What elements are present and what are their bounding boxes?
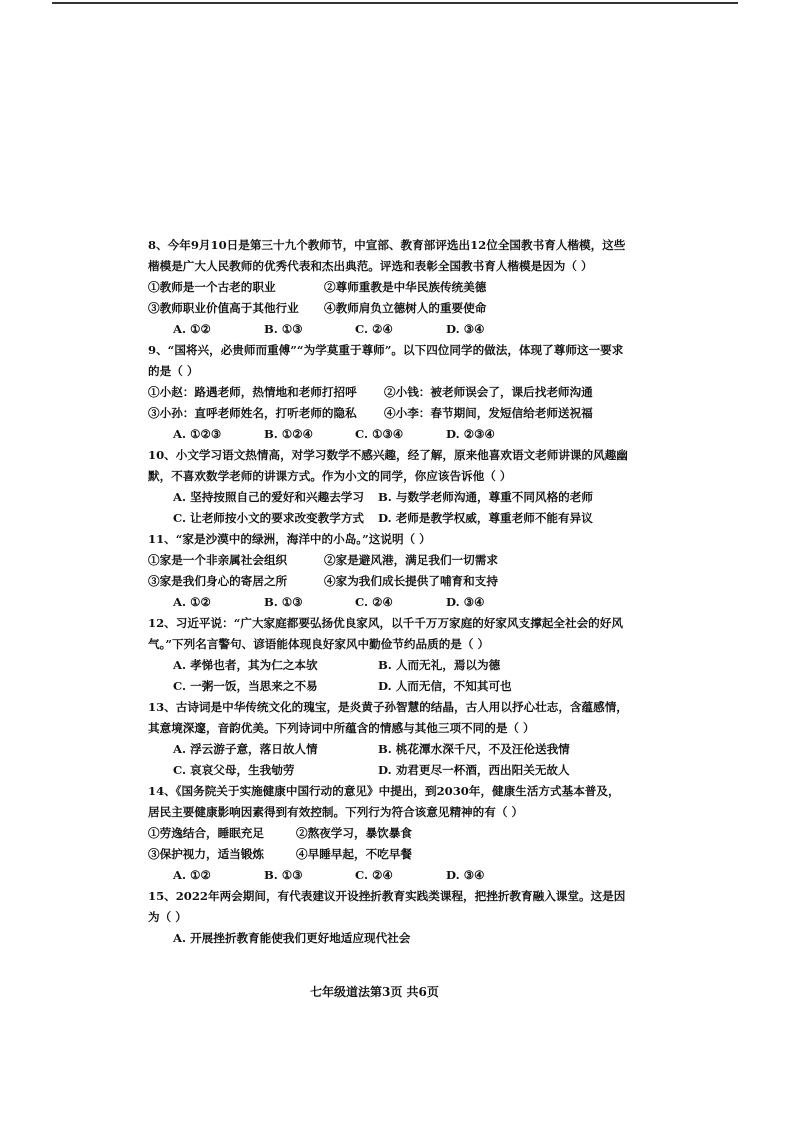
statement: ①劳逸结合，睡眠充足 bbox=[148, 826, 264, 840]
option-row bbox=[148, 487, 628, 508]
option-a: A. 坚持按照自己的爱好和兴趣去学习 bbox=[173, 490, 364, 504]
option-d: D. ③④ bbox=[446, 322, 485, 336]
option-a: A. ①② bbox=[173, 868, 211, 882]
option-c: C. 让老师按小文的要求改变教学方式 bbox=[173, 511, 365, 525]
option-a: A. ①② bbox=[173, 322, 211, 336]
option-b: B. ①③ bbox=[264, 595, 303, 609]
statement-row bbox=[148, 277, 628, 298]
statement: ③保护视力，适当锻炼 bbox=[148, 847, 264, 861]
statement-row bbox=[148, 823, 628, 844]
question-list bbox=[148, 235, 628, 949]
statement-row bbox=[148, 550, 628, 571]
question-stem: 12、习近平说：“广大家庭都要弘扬优良家风，以千千万万家庭的好家风支撑起全社会的好风气。”下列名言警句、谚语能体现良好家风中勤俭节约品质的是（ ） bbox=[148, 616, 623, 651]
option-row bbox=[148, 655, 628, 676]
statement: ①小赵：路遇老师，热情地和老师打招呼 bbox=[148, 385, 357, 399]
option-b: B. 与数学老师沟通，尊重不同风格的老师 bbox=[378, 490, 593, 504]
option-row bbox=[148, 865, 628, 886]
option-c: C. ①③④ bbox=[355, 427, 404, 441]
option-a: A. ①②③ bbox=[173, 427, 222, 441]
option-row bbox=[148, 760, 628, 781]
option-b: B. ①③ bbox=[264, 322, 303, 336]
option-d: D. 人而无信，不知其可也 bbox=[378, 679, 512, 693]
question-stem: 9、“国将兴，必贵师而重傅”“为学莫重于尊师”。以下四位同学的做法，体现了尊师这一要求的是（ ） bbox=[148, 343, 624, 378]
option-c: C. ②④ bbox=[355, 322, 393, 336]
question-stem: 11、“家是沙漠中的绿洲，海洋中的小岛。”这说明（ ） bbox=[148, 532, 431, 546]
option-b: B. 人而无礼，焉以为德 bbox=[378, 658, 501, 672]
question-13 bbox=[148, 697, 628, 781]
question-9 bbox=[148, 340, 628, 445]
option-d: D. 劝君更尽一杯酒，西出阳关无故人 bbox=[378, 763, 570, 777]
statement: ④小李：春节期间，发短信给老师送祝福 bbox=[384, 406, 593, 420]
question-11 bbox=[148, 529, 628, 613]
statement: ④家为我们成长提供了哺育和支持 bbox=[324, 574, 498, 588]
option-a: A. 浮云游子意，落日故人情 bbox=[173, 742, 318, 756]
statement: ②熬夜学习，暴饮暴食 bbox=[296, 826, 412, 840]
statement-row bbox=[148, 403, 628, 424]
statement: ④早睡早起，不吃早餐 bbox=[296, 847, 412, 861]
option-a: A. ①② bbox=[173, 595, 211, 609]
option-row bbox=[148, 424, 628, 445]
question-stem: 14、《国务院关于实施健康中国行动的意见》中提出，到2030年，健康生活方式基本普及，居民主要健康影响因素得到有效控制。下列行为符合该意见精神的有（ ） bbox=[148, 784, 620, 819]
option-d: D. 老师是教学权威，尊重老师不能有异议 bbox=[378, 511, 593, 525]
statement: ④教师肩负立德树人的重要使命 bbox=[324, 301, 487, 315]
statement: ②尊师重教是中华民族传统美德 bbox=[324, 280, 487, 294]
question-8 bbox=[148, 235, 628, 340]
option-c: C. ②④ bbox=[355, 595, 393, 609]
statement: ③家是我们身心的寄居之所 bbox=[148, 574, 288, 588]
question-14 bbox=[148, 781, 628, 886]
option-c: C. 一粥一饭，当思来之不易 bbox=[173, 679, 318, 693]
statement-row bbox=[148, 571, 628, 592]
question-stem: 8、今年9月10日是第三十九个教师节，中宣部、教育部评选出12位全国教书育人楷模，这些楷模是广大人民教师的优秀代表和杰出典范。评选和表彰全国教书育人楷模是因为（ ） bbox=[148, 238, 626, 273]
statement-row bbox=[148, 298, 628, 319]
option-a: A. 孝悌也者，其为仁之本欤 bbox=[173, 658, 318, 672]
statement-row bbox=[148, 844, 628, 865]
option-row bbox=[148, 676, 628, 697]
option-row bbox=[148, 592, 628, 613]
option-b: B. 桃花潭水深千尺，不及汪伦送我情 bbox=[378, 742, 570, 756]
option-d: D. ③④ bbox=[446, 595, 485, 609]
option-row bbox=[148, 928, 628, 949]
statement: ①家是一个非亲属社会组织 bbox=[148, 553, 288, 567]
question-10 bbox=[148, 445, 628, 529]
option-d: D. ②③④ bbox=[446, 427, 495, 441]
statement: ②家是避风港，满足我们一切需求 bbox=[324, 553, 498, 567]
option-b: B. ①②④ bbox=[264, 427, 314, 441]
option-row bbox=[148, 739, 628, 760]
question-12 bbox=[148, 613, 628, 697]
statement: ③小孙：直呼老师姓名，打听老师的隐私 bbox=[148, 406, 357, 420]
statement: ③教师职业价值高于其他行业 bbox=[148, 301, 299, 315]
question-15 bbox=[148, 886, 628, 949]
top-rule bbox=[52, 2, 738, 4]
option-a: A. 开展挫折教育能使我们更好地适应现代社会 bbox=[173, 931, 411, 945]
statement-row bbox=[148, 382, 628, 403]
option-row bbox=[148, 319, 628, 340]
question-stem: 13、古诗词是中华传统文化的瑰宝，是炎黄子孙智慧的结晶，古人用以抒心壮志，含蕴感情，其意境深邃，音韵优美。下列诗词中所蕴含的情感与其他三项不同的是（ ） bbox=[148, 700, 628, 735]
question-stem: 15、2022年两会期间，有代表建议开设挫折教育实践类课程，把挫折教育融入课堂。这是因为（ ） bbox=[148, 889, 626, 924]
option-c: C. 哀哀父母，生我劬劳 bbox=[173, 763, 295, 777]
option-row bbox=[148, 508, 628, 529]
option-c: C. ②④ bbox=[355, 868, 393, 882]
option-d: D. ③④ bbox=[446, 868, 485, 882]
question-stem: 10、小文学习语文热情高，对学习数学不感兴趣，经了解，原来他喜欢语文老师讲课的风趣幽默，不喜欢数学老师的讲课方式。作为小文的同学，你应该告诉他（ ） bbox=[148, 448, 628, 483]
page-footer: 七年级道法第3页 共6页 bbox=[310, 985, 439, 999]
statement: ②小钱：被老师误会了，课后找老师沟通 bbox=[384, 385, 593, 399]
statement: ①教师是一个古老的职业 bbox=[148, 280, 276, 294]
option-b: B. ①③ bbox=[264, 868, 303, 882]
